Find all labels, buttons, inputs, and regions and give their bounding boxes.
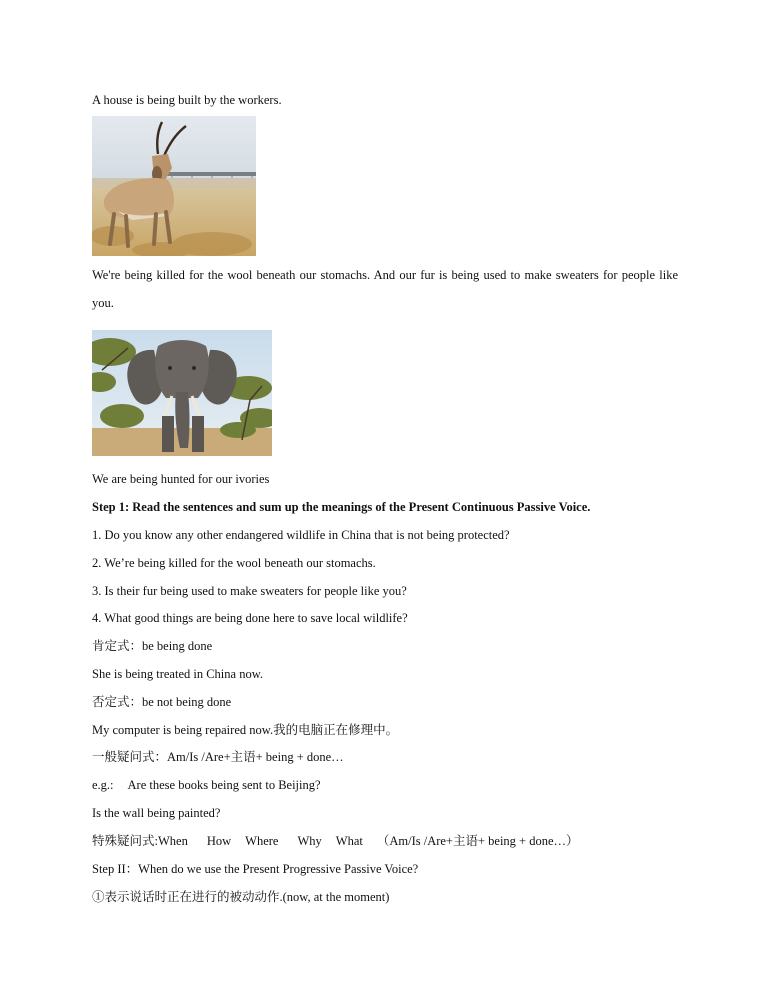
eg-line [92, 777, 321, 793]
step1-sentence-3: 3. Is their fur being used to make sweaters for people like you? [92, 584, 407, 598]
antelope-image [92, 116, 256, 256]
antelope-caption: We're being killed for the wool beneath our stomachs. And our fur is being used to make sweaters for people like you. [92, 268, 678, 310]
wh-word-why: Why [297, 834, 322, 848]
antelope-photo [92, 116, 256, 256]
general-question-label: 一般疑问式：Am/Is /Are+主语+ being + done… [92, 750, 344, 764]
negative-label: 否定式：be not being done [92, 695, 232, 709]
negative-example: My computer is being repaired now.我的电脑正在修理中。 [92, 723, 399, 737]
step1-sentence-1: 1. Do you know any other endangered wildlife in China that is not being protected? [92, 528, 510, 542]
step2-point-1: ①表示说话时正在进行的被动动作.(now, at the moment) [92, 890, 390, 904]
eg-sentence: Are these books being sent to Beijing? [127, 778, 321, 792]
step1-sentence-2: 2. We’re being killed for the wool beneath our stomachs. [92, 556, 376, 570]
step1-heading: Step 1: Read the sentences and sum up the meanings of the Present Continuous Passive Voice. [92, 500, 591, 514]
wh-word-how: How [206, 834, 232, 848]
elephant-caption: We are being hunted for our ivories [92, 472, 270, 486]
eg-prefix: e.g.: [92, 778, 114, 792]
intro-sentence: A house is being built by the workers. [92, 93, 282, 107]
elephant-photo [92, 330, 272, 456]
wh-word-what: What [335, 834, 363, 848]
special-question-label: 特殊疑问式:When [92, 834, 188, 848]
step2-heading: Step II：When do we use the Present Progressive Passive Voice? [92, 862, 419, 876]
eg-sentence-2: Is the wall being painted? [92, 806, 221, 820]
affirmative-label: 肯定式：be being done [92, 639, 213, 653]
step1-sentence-4: 4. What good things are being done here to save local wildlife? [92, 611, 408, 625]
elephant-image [92, 330, 272, 456]
affirmative-example: She is being treated in China now. [92, 667, 264, 681]
special-question-line [92, 833, 579, 849]
wh-word-where: Where [245, 834, 279, 848]
special-question-tail: （Am/Is /Are+主语+ being + done…） [376, 834, 579, 848]
